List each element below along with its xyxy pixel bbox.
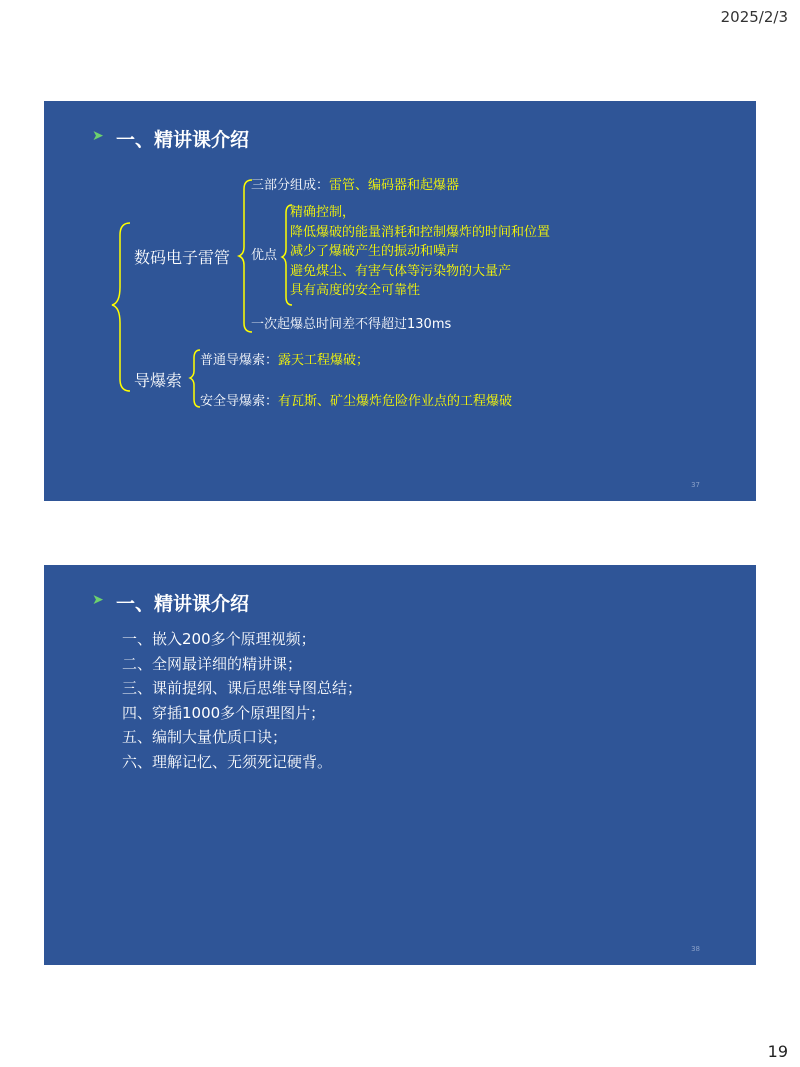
cord-label: 导爆索 (134, 371, 183, 390)
advantage-item: 精确控制， (290, 205, 356, 220)
main-brace (112, 223, 130, 391)
bullet-arrow-icon: ➤ (92, 592, 104, 608)
normal-cord-label: 普通导爆索： (200, 353, 279, 368)
advantage-item: 降低爆破的能量消耗和控制爆炸的时间和位置 (290, 224, 551, 240)
slide-title: 一、精讲课介绍 (116, 593, 250, 615)
advantages-list (290, 203, 550, 301)
slide-38 (44, 565, 756, 965)
bullet-arrow-icon: ➤ (92, 128, 104, 144)
slide-title: 一、精讲课介绍 (116, 129, 250, 151)
advantage-item: 避免煤尘、有害气体等污染物的大量产 (290, 263, 512, 279)
safe-cord-label: 安全导爆索： (200, 394, 279, 409)
header-date: 2025/2/3 (720, 8, 788, 26)
feature-list (122, 627, 362, 775)
slide-number: 38 (691, 945, 700, 953)
composition-label: 三部分组成： (251, 178, 330, 193)
advantage-item: 具有高度的安全可靠性 (290, 283, 421, 298)
normal-cord-value: 露天工程爆破； (278, 353, 370, 368)
safe-cord-row (200, 393, 512, 411)
detonator-label: 数码电子雷管 (134, 248, 231, 267)
composition-value: 雷管、编码器和起爆器 (329, 178, 460, 193)
brace-lines (44, 101, 756, 501)
cord-brace (190, 350, 200, 407)
advantage-item: 减少了爆破产生的振动和噪声 (290, 244, 460, 259)
list-item: 六、理解记忆、无须死记硬背。 (122, 752, 333, 771)
list-item: 五、编制大量优质口诀； (122, 728, 288, 747)
slide-37 (44, 101, 756, 501)
advantages-label: 优点 (251, 248, 278, 263)
list-item: 三、课前提纲、课后思维导图总结； (122, 679, 363, 698)
slide-number: 37 (691, 481, 700, 489)
normal-cord-row (200, 352, 369, 370)
page-number: 19 (767, 1042, 788, 1061)
list-item: 一、嵌入200多个原理视频； (122, 630, 316, 648)
list-item: 二、全网最详细的精讲课； (122, 654, 303, 673)
list-item: 四、穿插1000多个原理图片； (122, 703, 326, 722)
safe-cord-value: 有瓦斯、矿尘爆炸危险作业点的工程爆破 (278, 394, 513, 409)
timing-text: 一次起爆总时间差不得超过130ms (251, 317, 452, 332)
composition-row (251, 177, 459, 195)
